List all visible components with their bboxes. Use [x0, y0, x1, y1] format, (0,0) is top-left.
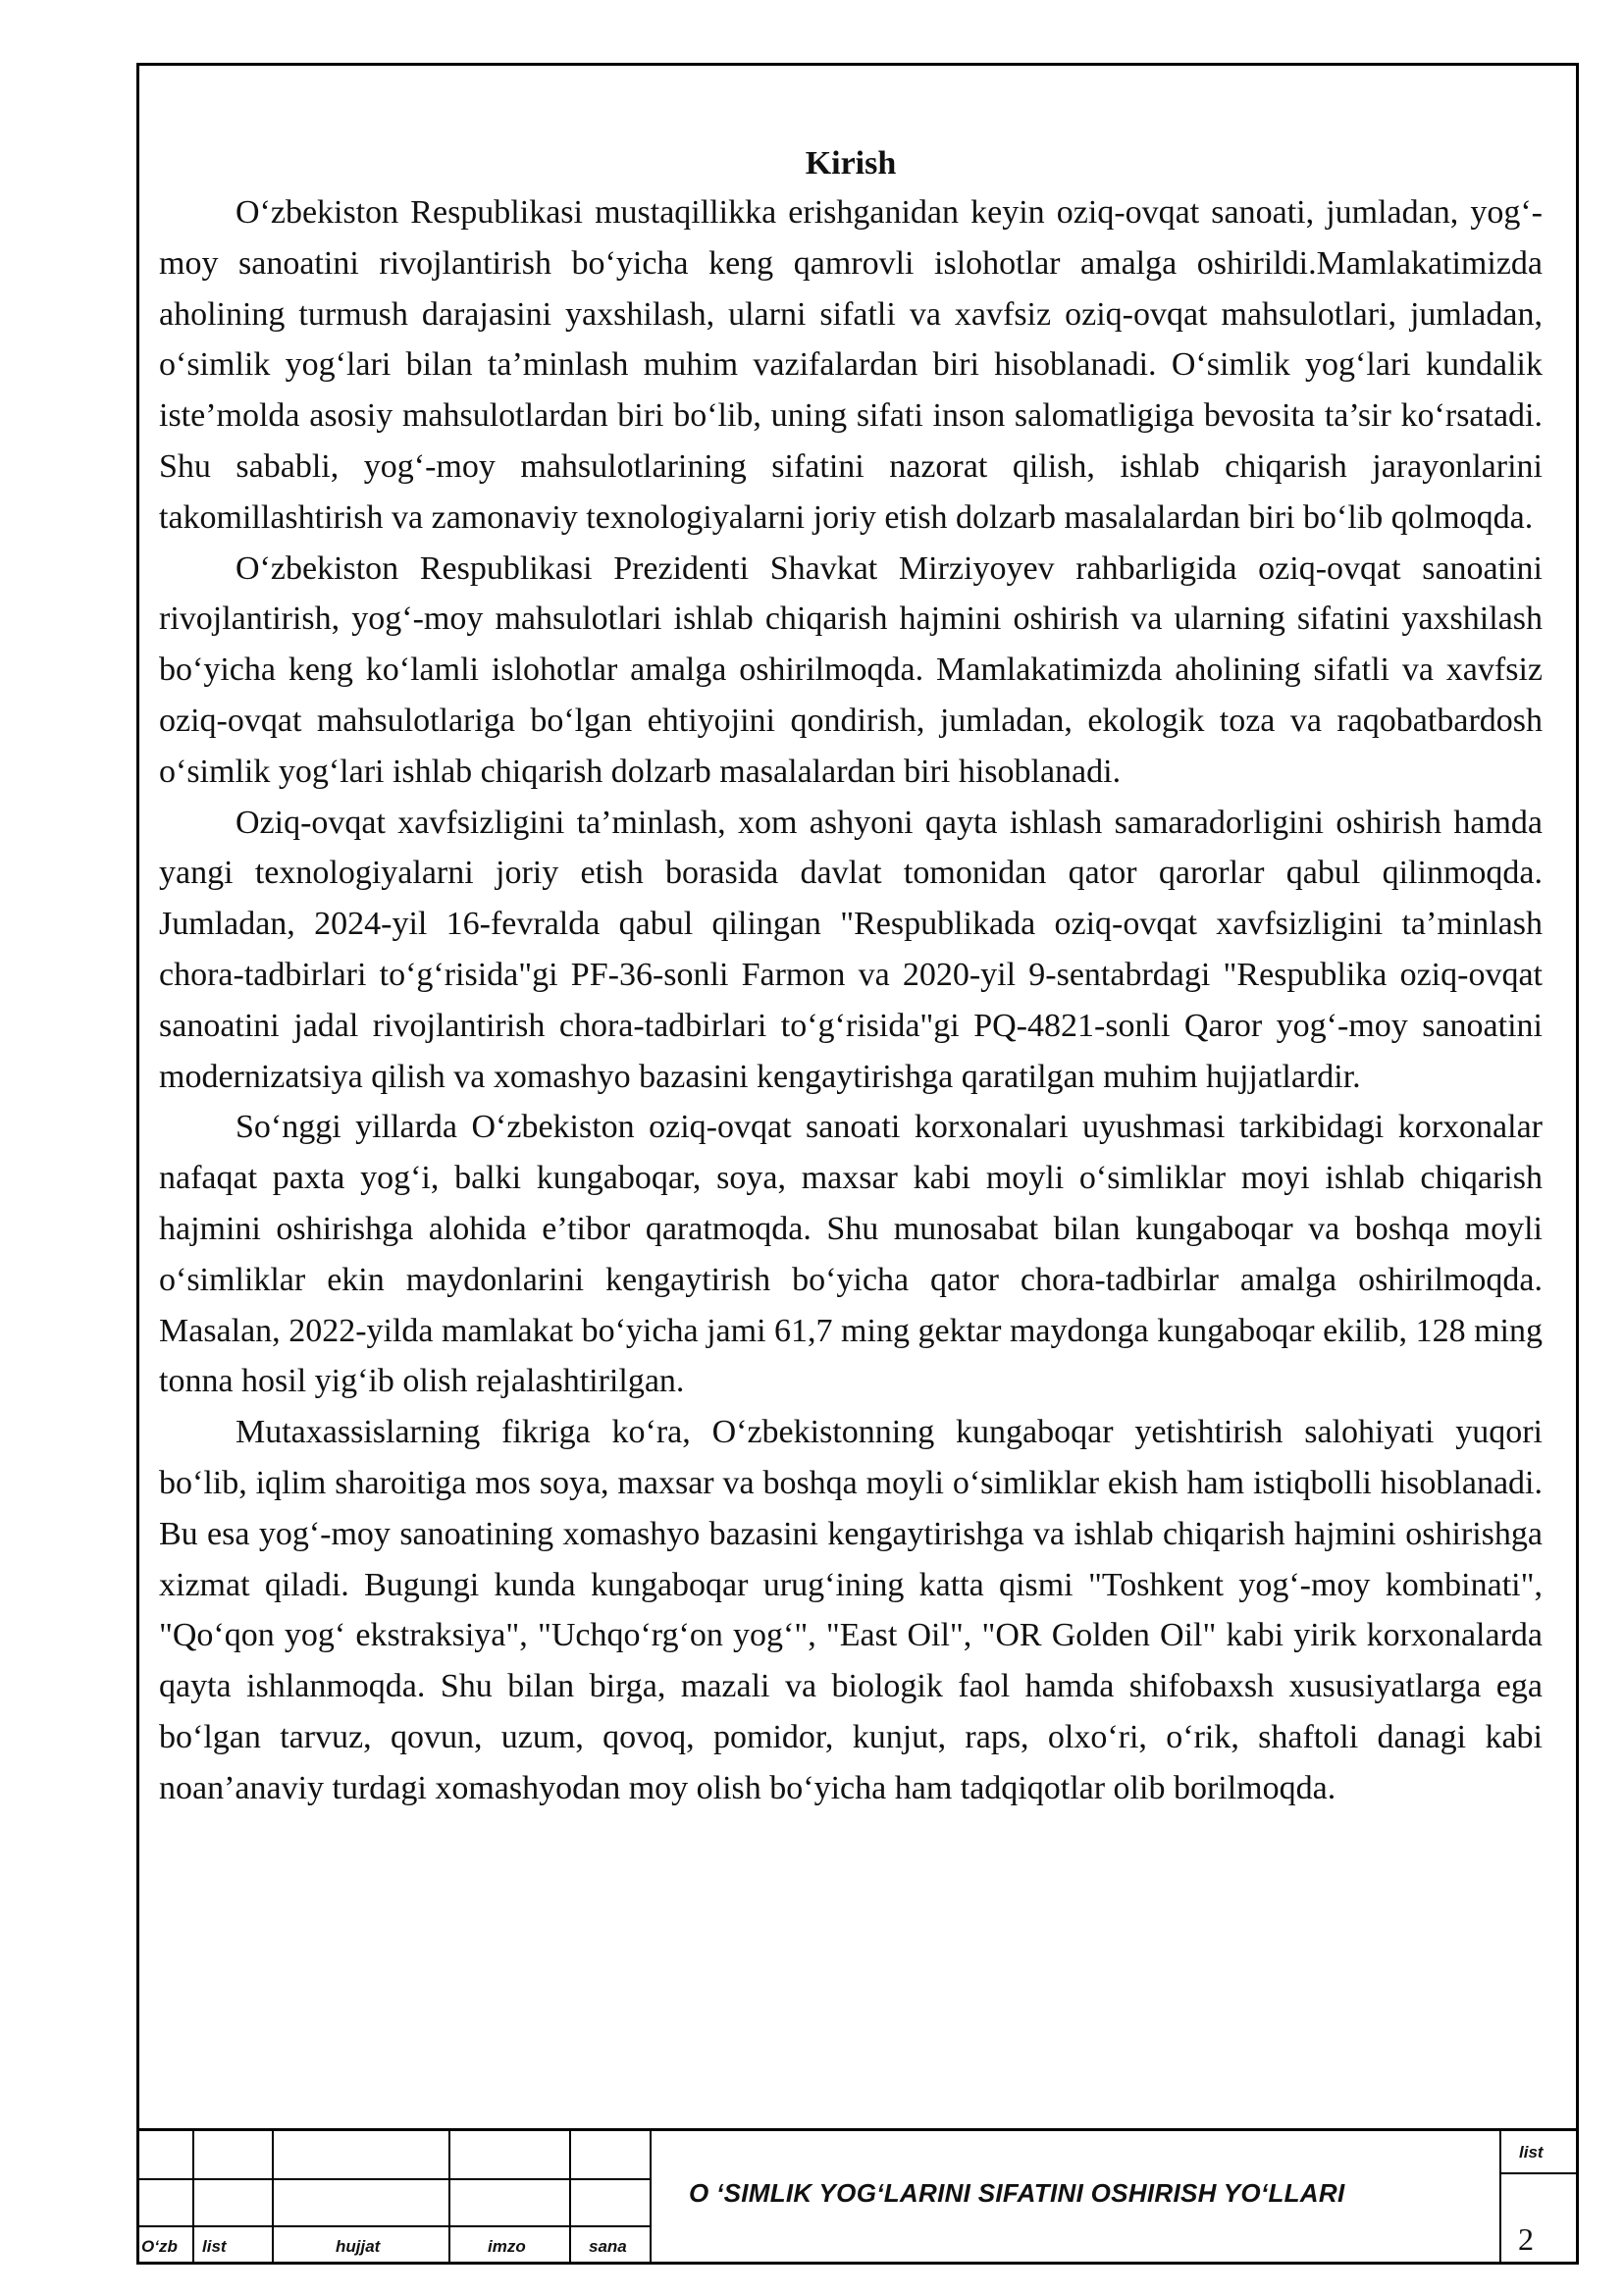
stamp-row-line [139, 2178, 650, 2180]
title-block [139, 2128, 1576, 2265]
paragraph-4: So‘nggi yillarda O‘zbekiston oziq-ovqat sanoati korxonalari uyushmasi tarkibidagi korxonalar nafaqat paxta yog‘i, balki kungaboqar, soya, maxsar kabi moyli o‘simliklar moyi ishlab chiqarish hajmini oshirishga alohida e’tibor qaratmoqda. Shu munosabat bilan kungaboqar va boshqa moyli o‘simliklar ekin maydonlarini kengaytirish bo‘yicha qator chora-tadbirlar amalga oshirilmoqda. Masalan, 2022-yilda mamlakat bo‘yicha jami 61,7 ming gektar maydonga kungaboqar ekilib, 128 ming tonna hosil yig‘ib olish rejalashtirilgan. [159, 1109, 1543, 1400]
paragraph-3: Oziq-ovqat xavfsizligini ta’minlash, xom ashyoni qayta ishlash samaradorligini oshirish hamda yangi texnologiyalarni joriy etish borasida davlat tomonidan qator qarorlar qabul qilinmoqda. Jumladan, 2024-yil 16-fevralda qabul qilingan "Respublikada oziq-ovqat xavfsizligini ta’minlash chora-tadbirlari to‘g‘risida"gi PF-36-sonli Farmon va 2020-yil 9-sentabrdagi "Respublika oziq-ovqat sanoatini jadal rivojlantirish chora-tadbirlari to‘g‘risida"gi PQ-4821-sonli Qaror yog‘-moy sanoatini modernizatsiya qilish va xomashyo bazasini kengaytirishga qaratilgan muhim hujjatlardir. [159, 804, 1543, 1095]
stamp-label-list: list [202, 2237, 227, 2256]
stamp-divider [569, 2131, 571, 2265]
paragraph-5: Mutaxassislarning fikriga ko‘ra, O‘zbekistonning kungaboqar yetishtirish salohiyati yuqori bo‘lib, iqlim sharoitiga mos soya, maxsar va boshqa moyli o‘simliklar ekish ham istiqbolli hisoblanadi. Bu esa yog‘-moy sanoatining xomashyo bazasini kengaytirishga va ishlab chiqarish hajmini oshirishga xizmat qiladi. Bugungi kunda kungaboqar urug‘ining katta qismi "Toshkent yog‘-moy kombinati", "Qo‘qon yog‘ ekstraksiya", "Uchqo‘rg‘on yog‘", "East Oil", "OR Golden Oil" kabi yirik korxonalarda qayta ishlanmoqda. Shu bilan birga, mazali va biologik faol hamda shifobaxsh xususiyatlarga ega bo‘lgan tarvuz, qovun, uzum, qovoq, pomidor, kunjut, raps, olxo‘ri, o‘rik, shaftoli danagi kabi noan’anaviy turdagi xomashyodan moy olish bo‘yicha ham tadqiqotlar olib borilmoqda. [159, 1414, 1543, 1806]
stamp-label-hujjat: hujjat [336, 2237, 381, 2256]
stamp-label-imzo: imzo [488, 2237, 526, 2256]
stamp-divider [650, 2131, 652, 2265]
section-title: Kirish [805, 145, 897, 182]
paragraph-2: O‘zbekiston Respublikasi Prezidenti Shavkat Mirziyoyev rahbarligida oziq-ovqat sanoatini rivojlantirish, yog‘-moy mahsulotlari ishlab chiqarish hajmini oshirish va ularning sifatini yaxshilash bo‘yicha keng ko‘lamli islohotlar amalga oshirilmoqda. Mamlakatimizda aholining sifatli va xavfsiz oziq-ovqat mahsulotlariga bo‘lgan ehtiyojini qondirish, jumladan, ekologik toza va raqobatbardosh o‘simlik yog‘lari ishlab chiqarish dolzarb masalalardan biri hisoblanadi. [159, 549, 1543, 790]
stamp-label-ozb: O‘zb [141, 2237, 178, 2256]
stamp-divider [448, 2131, 450, 2265]
stamp-label-sana: sana [589, 2237, 627, 2256]
page-number: 2 [1518, 2221, 1534, 2257]
stamp-divider [272, 2131, 274, 2265]
page-frame [136, 63, 1579, 2265]
stamp-divider [192, 2131, 194, 2265]
stamp-divider [1499, 2131, 1501, 2265]
document-title: O ‘SIMLIK YOG‘LARINI SIFATINI OSHIRISH YO‘LLARI [689, 2178, 1345, 2208]
sheet-label: list [1519, 2143, 1544, 2162]
paragraph-1: O‘zbekiston Respublikasi mustaqillikka erishganidan keyin oziq-ovqat sanoati, jumladan, yog‘-moy sanoatini rivojlantirish bo‘yicha keng qamrovli islohotlar amalga oshirildi.Mamlakatimizda aholining turmush darajasini yaxshilash, ularni sifatli va xavfsiz oziq-ovqat mahsulotlari, jumladan, o‘simlik yog‘lari bilan ta’minlash muhim vazifalardan biri hisoblanadi. O‘simlik yog‘lari kundalik iste’molda asosiy mahsulotlardan biri bo‘lib, uning sifati inson salomatligiga bevosita ta’sir ko‘rsatadi. Shu sababli, yog‘-moy mahsulotlarining sifatini nazorat qilish, ishlab chiqarish jarayonlarini takomillashtirish va zamonaviy texnologiyalarni joriy etish dolzarb masalalardan biri bo‘lib qolmoqda. [159, 194, 1543, 536]
document-body [159, 142, 1543, 2179]
stamp-row-line [1499, 2172, 1576, 2174]
stamp-row-line [139, 2225, 650, 2227]
